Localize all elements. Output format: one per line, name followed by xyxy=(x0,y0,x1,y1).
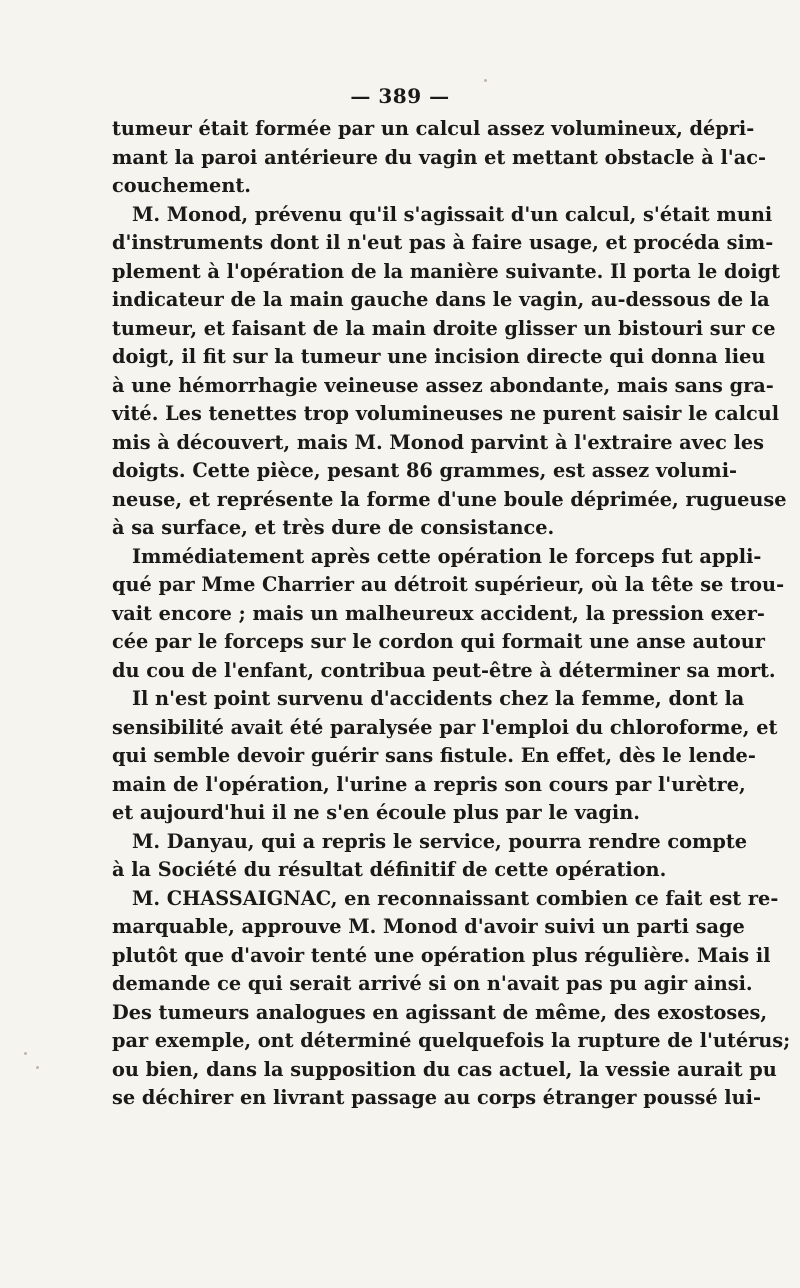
paper-speck xyxy=(484,79,487,82)
text-line: doigt, il fit sur la tumeur une incision directe qui donna lieu xyxy=(112,345,766,368)
text-line: se déchirer en livrant passage au corps étranger poussé lui- xyxy=(112,1086,761,1109)
text-line: vité. Les tenettes trop volumineuses ne purent saisir le calcul xyxy=(112,402,780,425)
text-line: et aujourd'hui il ne s'en écoule plus par le vagin. xyxy=(112,801,640,824)
text-line: demande ce qui serait arrivé si on n'avait pas pu agir ainsi. xyxy=(112,972,753,995)
text-line: qué par Mme Charrier au détroit supérieur, où la tête se trou- xyxy=(112,573,785,596)
text-line: marquable, approuve M. Monod d'avoir suivi un parti sage xyxy=(112,915,745,938)
text-line: qui semble devoir guérir sans fistule. En effet, dès le lende- xyxy=(112,744,756,767)
text-line: à une hémorrhagie veineuse assez abondante, mais sans gra- xyxy=(112,373,774,397)
body-text xyxy=(112,115,791,1113)
text-line: plutôt que d'avoir tenté une opération plus régulière. Mais il xyxy=(112,943,771,967)
paper-speck xyxy=(24,1052,27,1055)
text-line: ou bien, dans la supposition du cas actuel, la vessie aurait pu xyxy=(112,1057,777,1081)
page-number: — 389 — xyxy=(350,84,450,108)
text-line: sensibilité avait été paralysée par l'emploi du chloroforme, et xyxy=(112,715,778,739)
text-line: mant la paroi antérieure du vagin et mettant obstacle à l'ac- xyxy=(112,145,766,169)
text-line: couchement. xyxy=(112,174,251,197)
text-line: Il n'est point survenu d'accidents chez la femme, dont la xyxy=(132,687,745,710)
text-line: par exemple, ont déterminé quelquefois la rupture de l'utérus; xyxy=(112,1029,791,1052)
text-line: à la Société du résultat définitif de cette opération. xyxy=(112,858,667,881)
text-line: M. Danyau, qui a repris le service, pourra rendre compte xyxy=(132,829,747,853)
text-line: tumeur était formée par un calcul assez volumineux, dépri- xyxy=(112,117,755,140)
text-line: du cou de l'enfant, contribua peut-être à déterminer sa mort. xyxy=(112,658,776,682)
text-line: tumeur, et faisant de la main droite glisser un bistouri sur ce xyxy=(112,316,776,340)
paper-speck xyxy=(36,1066,39,1069)
text-line: plement à l'opération de la manière suivante. Il porta le doigt xyxy=(112,259,781,283)
text-line: d'instruments dont il n'eut pas à faire usage, et procéda sim- xyxy=(112,231,774,254)
text-line: doigts. Cette pièce, pesant 86 grammes, est assez volumi- xyxy=(112,459,738,482)
text-line: cée par le forceps sur le cordon qui formait une anse autour xyxy=(112,630,765,653)
text-line: Des tumeurs analogues en agissant de même, des exostoses, xyxy=(112,1000,768,1024)
text-line: M. CHASSAIGNAC, en reconnaissant combien ce fait est re- xyxy=(132,886,779,910)
text-line: indicateur de la main gauche dans le vagin, au-dessous de la xyxy=(112,288,770,311)
text-line: main de l'opération, l'urine a repris son cours par l'urètre, xyxy=(112,772,746,796)
text-line: Immédiatement après cette opération le forceps fut appli- xyxy=(132,544,762,568)
text-line: à sa surface, et très dure de consistance. xyxy=(112,516,555,539)
text-line: mis à découvert, mais M. Monod parvint à l'extraire avec les xyxy=(112,430,765,454)
text-line: M. Monod, prévenu qu'il s'agissait d'un calcul, s'était muni xyxy=(132,202,773,226)
text-line: neuse, et représente la forme d'une boule déprimée, rugueuse xyxy=(112,487,787,511)
text-line: vait encore ; mais un malheureux accident, la pression exer- xyxy=(112,601,765,625)
